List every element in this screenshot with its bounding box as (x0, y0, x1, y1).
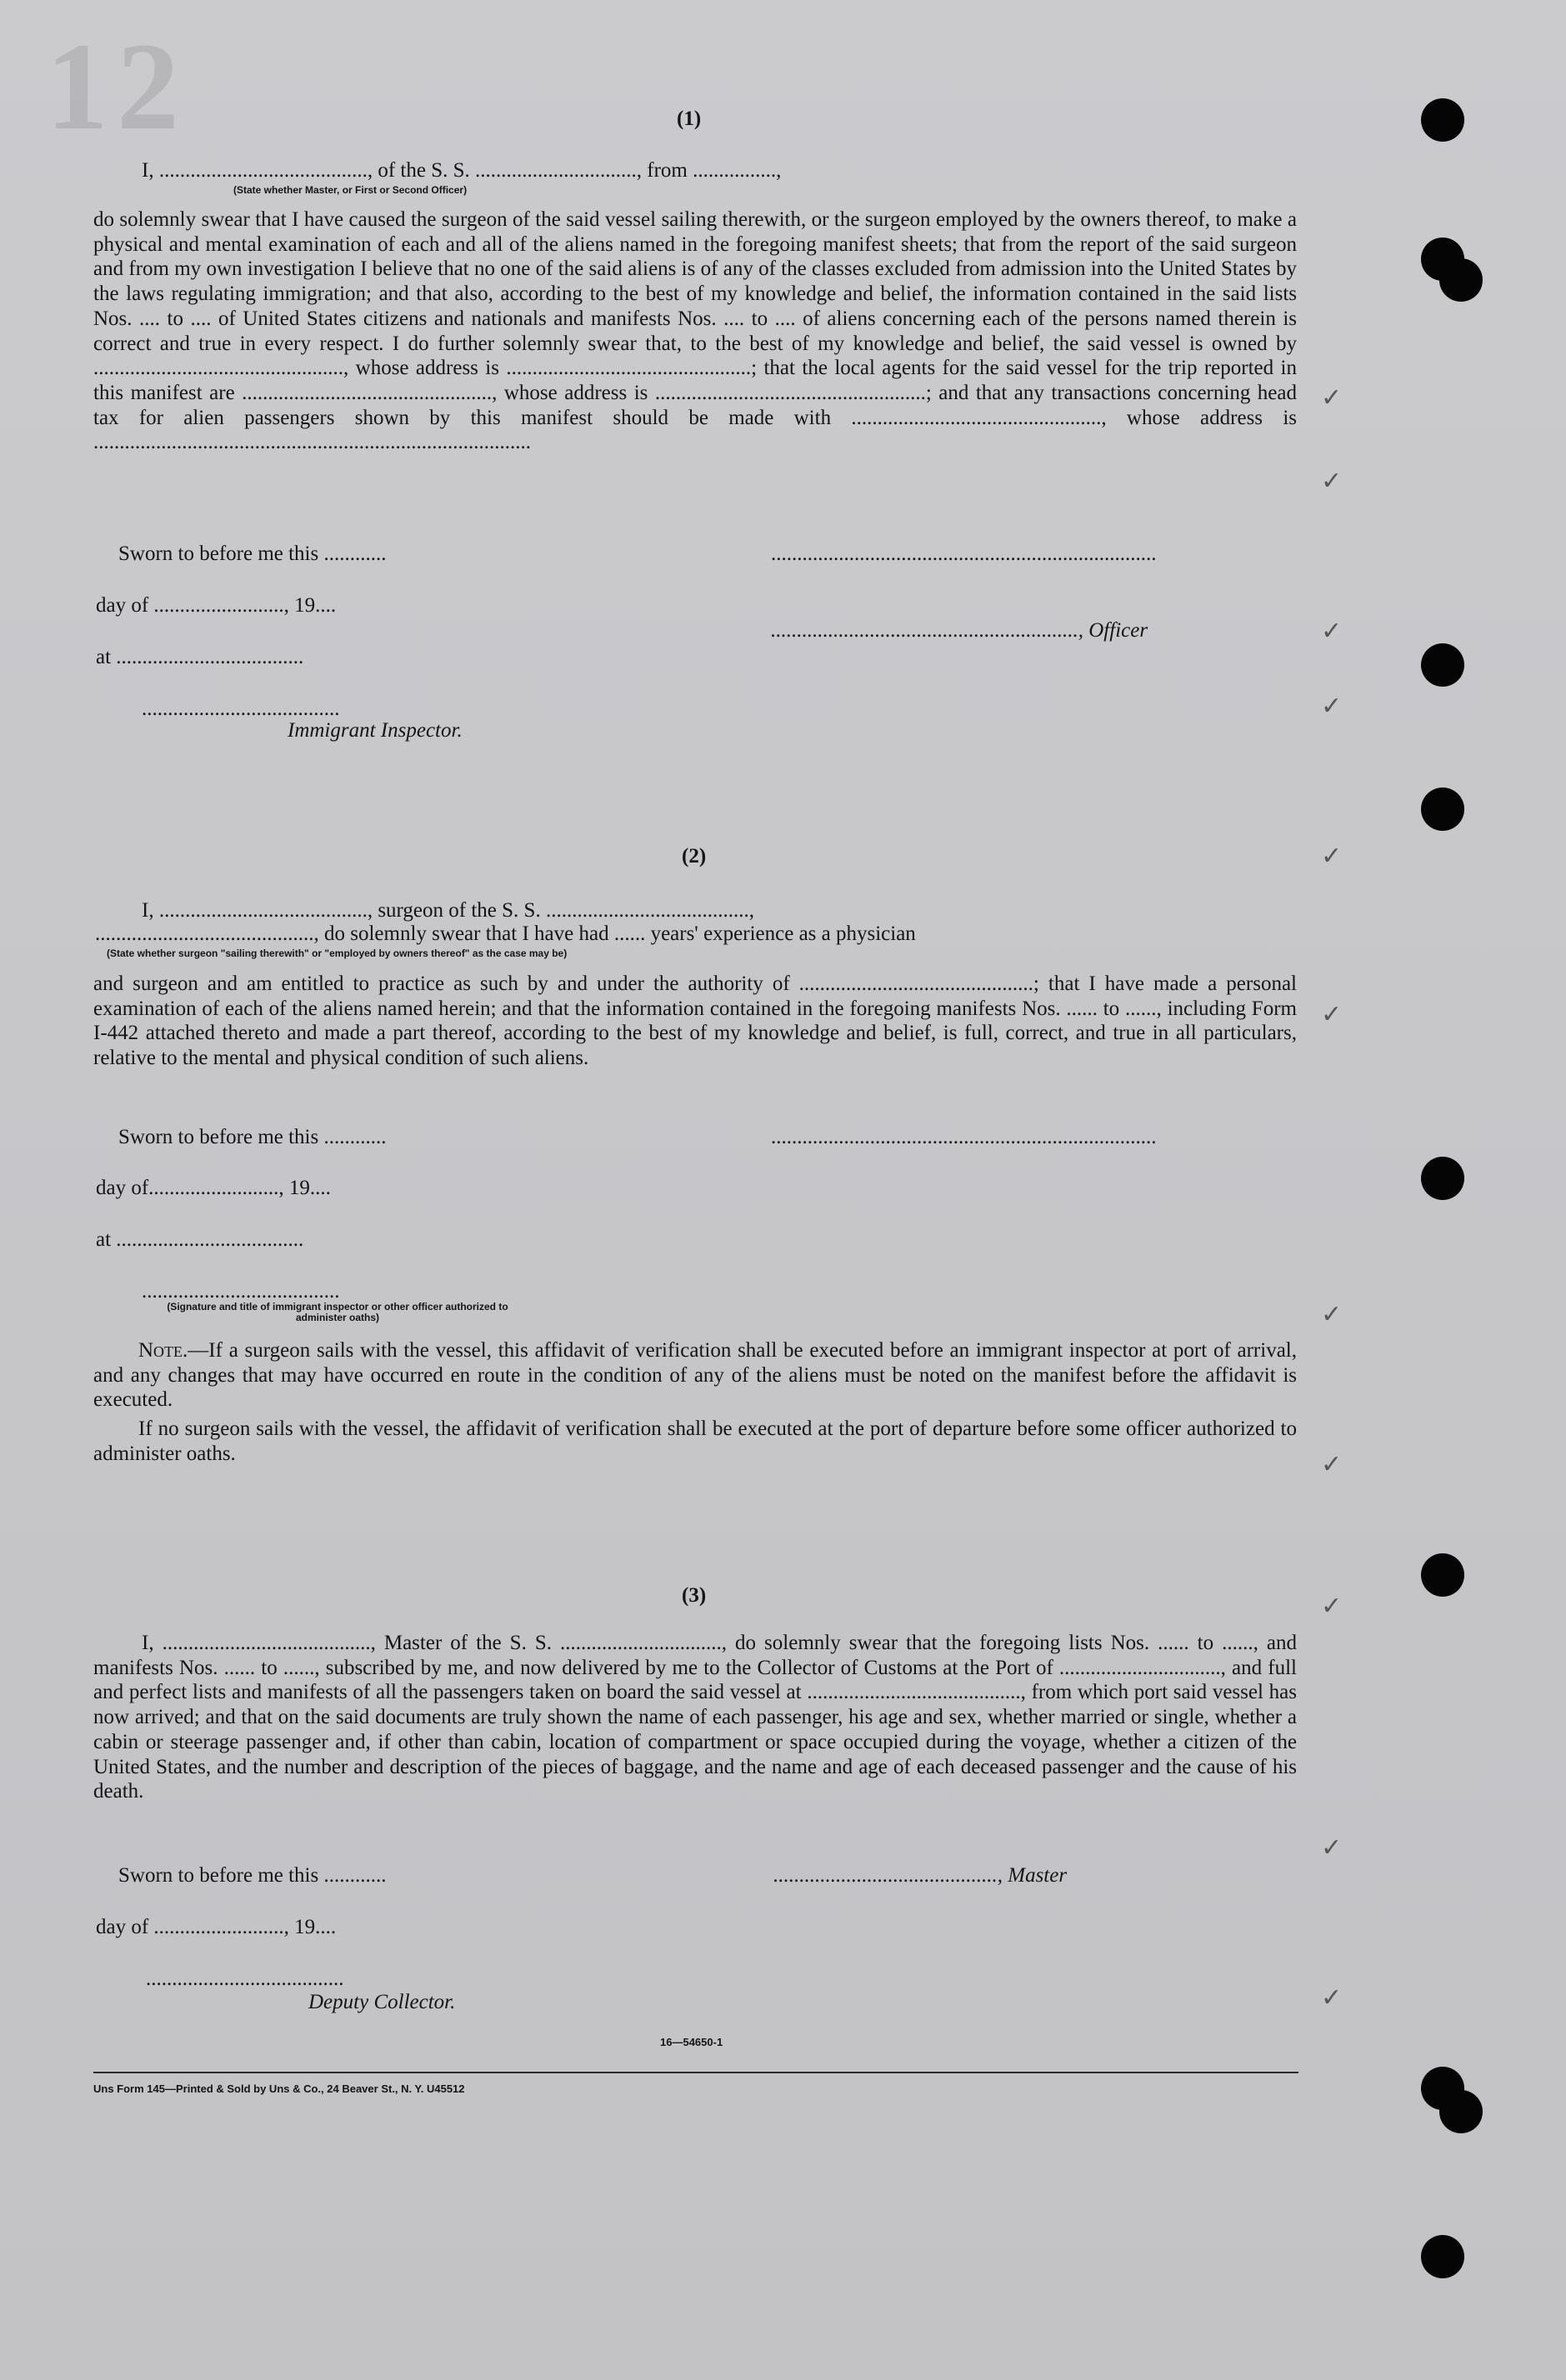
section-1-inspector-label: Immigrant Inspector. (288, 719, 463, 742)
section-1-opening-note: (State whether Master, or First or Second Officer) (233, 184, 468, 196)
section-2-oath-text: and surgeon and am entitled to practice as such by and under the authority of .............................................; that I have made a personal examination of each of the aliens named herein; and that the information contained in the foregoing manifests Nos. ...... to ......, including Form I-442 attached thereto and made a part thereof, according to the best of my knowledge and belief, is full, correct, and true in all particulars, relative to the mental and physical condition of such aliens. (93, 972, 1297, 1070)
section-3-oath-text: I, ........................................, Master of the S. S. ..............................., do solemnly swear that the foregoing lists Nos. ...... to ......, and manifests Nos. ...... to ......, subscribed by me, and now delivered by me to the Collector of Customs at the Port of ..............................., and full and perfect lists and manifests of all the passengers taken on board the said vessel at ........................................., from which port said vessel has now arrived; and that on the said documents are truly shown the name of each passenger, his age and sex, whether married or single, whether a cabin or steerage passenger and, if other than cabin, location of compartment or space occupied during the voyage, whether a citizen of the United States, and the number and description of the pieces of baggage, and the name and age of each deceased passenger and the cause of his death. (93, 1632, 1297, 1803)
section-3-master-line: ..........................................., Master (773, 1864, 1068, 1887)
punch-hole (1439, 2090, 1483, 2133)
punch-hole (1421, 1553, 1464, 1597)
section-2-at-line: at .................................... (96, 1228, 304, 1251)
section-1-oath-text: do solemnly swear that I have caused the surgeon of the said vessel sailing therewith, or the surgeon employed by the owners thereof, to make a physical and mental examination of each and all of the aliens named in the foregoing manifest sheets; that from the report of the said surgeon and from my own investigation I believe that no one of the said aliens is of any of the classes excluded from admission into the United States by the laws regulating immigration; and that also, according to the best of my knowledge and belief, the information contained in the said lists Nos. .... to .... of United States citizens and nationals and manifests Nos. .... to .... of aliens concerning each of the persons named therein is correct and true in every respect. I do further solemnly swear that, to the best of my knowledge and belief, the said vessel is owned by ................................................, whose address is ...............................................; that the local agents for the said vessel for the trip reported in this manifest are ................................................, whose address is ....................................................; and that any transactions concerning head tax for alien passengers shown by this manifest should be made with ................................................, whose address is .................................................................................... (93, 208, 1297, 454)
section-1-number: (1) (677, 108, 702, 130)
punch-hole (1421, 98, 1464, 142)
section-1-signature-dots: .......................................................................... (771, 542, 1157, 565)
faded-stamp-number: 12 (46, 18, 188, 156)
section-2-opening-line-2: .........................................., do solemnly swear that I have had ...... years' experience as a physician (95, 922, 916, 945)
section-2-signature-note: (Signature and title of immigrant inspector or other officer authorized to administer oaths) (167, 1301, 508, 1323)
footer-rule (93, 2072, 1298, 2073)
note-text: —If a surgeon sails with the vessel, this affidavit of verification shall be executed before an immigrant inspector at port of arrival, and any changes that may have occurred en route in the condition of any of the aliens must be noted on the manifest before the affidavit is executed. (93, 1339, 1297, 1412)
section-3-collector-label: Deputy Collector. (308, 1991, 456, 2013)
check-mark-icon: ✓ (1321, 842, 1343, 871)
section-2-signature-dots: .......................................................................... (771, 1126, 1157, 1148)
section-2-note (93, 1338, 1297, 1412)
section-3-day-line: day of ........................., 19.... (96, 1916, 337, 1938)
check-mark-icon: ✓ (1321, 383, 1343, 412)
section-2-sworn-line: Sworn to before me this ............ (118, 1126, 387, 1148)
section-3-collector-dots: ...................................... (146, 1968, 344, 1990)
form-code: 16—54650-1 (660, 2036, 723, 2048)
section-2-day-line: day of........................., 19.... (96, 1177, 331, 1199)
section-1-inspector-dots: ...................................... (142, 698, 340, 720)
check-mark-icon: ✓ (1321, 467, 1343, 496)
check-mark-icon: ✓ (1321, 1300, 1343, 1329)
note-label: Note. (138, 1339, 188, 1362)
section-1-sworn-line: Sworn to before me this ............ (118, 542, 387, 565)
punch-hole (1421, 643, 1464, 687)
section-1-day-line: day of ........................., 19.... (96, 594, 337, 617)
section-2-number: (2) (682, 845, 707, 868)
punch-hole (1421, 788, 1464, 831)
section-2-note-2: If no surgeon sails with the vessel, the affidavit of verification shall be executed at the port of departure before some officer authorized to administer oaths. (93, 1418, 1297, 1465)
section-1-at-line: at .................................... (96, 646, 304, 668)
section-2-opening-line: I, ........................................, surgeon of the S. S. ......................................., (142, 899, 754, 922)
check-mark-icon: ✓ (1321, 692, 1343, 721)
printer-footer: Uns Form 145—Printed & Sold by Uns & Co., 24 Beaver St., N. Y. U45512 (93, 2082, 465, 2095)
section-2-opening-note: (State whether surgeon "sailing therewith" or "employed by owners thereof" as the case may be) (107, 948, 568, 959)
section-1-officer-line: ..........................................................., Officer (771, 619, 1148, 642)
check-mark-icon: ✓ (1321, 1450, 1343, 1479)
check-mark-icon: ✓ (1321, 1592, 1343, 1621)
check-mark-icon: ✓ (1321, 1983, 1343, 2012)
section-3-sworn-line: Sworn to before me this ............ (118, 1864, 387, 1887)
check-mark-icon: ✓ (1321, 1000, 1343, 1029)
check-mark-icon: ✓ (1321, 1833, 1343, 1862)
check-mark-icon: ✓ (1321, 617, 1343, 646)
punch-hole (1421, 2235, 1464, 2278)
section-1-opening-line: I, ........................................, of the S. S. ..............................., from ................, (142, 159, 782, 182)
section-3-number: (3) (682, 1584, 707, 1607)
punch-hole (1439, 258, 1483, 302)
section-2-signature-line: ...................................... (142, 1280, 340, 1302)
punch-hole (1421, 1157, 1464, 1200)
